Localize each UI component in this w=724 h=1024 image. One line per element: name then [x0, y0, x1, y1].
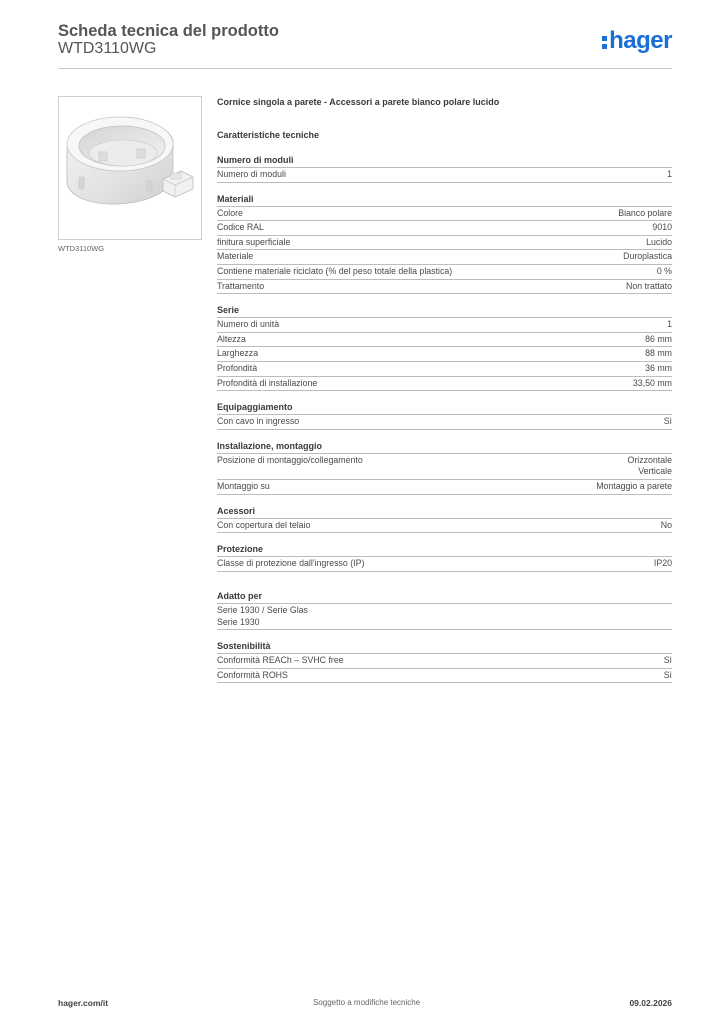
product-description: Cornice singola a parete - Accessori a parete bianco polare lucido: [217, 97, 500, 107]
section-title: Installazione, montaggio: [217, 440, 672, 454]
spec-label: finitura superficiale: [217, 236, 291, 247]
logo-text: hager: [609, 27, 672, 54]
section-equipaggiamento: [217, 401, 672, 430]
spec-row: [217, 265, 672, 280]
spec-value: Non trattato: [626, 280, 672, 291]
spec-row: [217, 333, 672, 348]
footer-website[interactable]: hager.com/it: [58, 998, 109, 1008]
spec-label: Conformità REACh – SVHC free: [217, 655, 344, 666]
section-title: Materiali: [217, 193, 672, 207]
spec-value: 1: [667, 169, 672, 179]
compatible-series: [217, 604, 672, 630]
spec-value: 33,50 mm: [632, 377, 672, 388]
spec-value: 1: [667, 319, 672, 330]
spec-value: Duroplastica: [623, 251, 672, 262]
spec-value: No: [660, 519, 672, 530]
section-title: Sostenibilità: [217, 640, 672, 654]
spec-row: [217, 519, 672, 534]
spec-row: [217, 377, 672, 392]
spec-value: [628, 455, 673, 478]
spec-label: Classe di protezione dall'ingresso (IP): [217, 558, 365, 569]
spec-label: Codice RAL: [217, 222, 264, 233]
section-materiali: [217, 193, 672, 295]
section-title: Protezione: [217, 543, 672, 557]
spec-label: Trattamento: [217, 280, 265, 291]
hager-logo: [602, 27, 672, 55]
spec-row: [217, 221, 672, 236]
spec-row: [217, 347, 672, 362]
spec-value: Lucido: [646, 236, 672, 247]
spec-row: [217, 654, 672, 669]
footer-date: 09.02.2026: [629, 998, 672, 1008]
spec-row: [217, 207, 672, 222]
spec-value: 86 mm: [645, 333, 672, 344]
wall-frame-illustration-icon: [59, 97, 201, 239]
section-serie: [217, 304, 672, 391]
product-image: [58, 96, 202, 240]
spec-value: Sì: [663, 655, 672, 666]
spec-row: [217, 318, 672, 333]
tech-heading: Caratteristiche tecniche: [217, 130, 320, 140]
spec-row: [217, 250, 672, 265]
spec-content: [217, 96, 672, 693]
section-title: Numero di moduli: [217, 154, 672, 168]
spec-value: Montaggio a parete: [596, 480, 672, 491]
spec-value: 88 mm: [645, 348, 672, 359]
header-divider: [58, 68, 672, 69]
image-caption: WTD3110WG: [58, 244, 105, 253]
spec-row: [217, 280, 672, 295]
spec-label: Numero di moduli: [217, 169, 286, 179]
section-title: Serie: [217, 304, 672, 318]
spec-label: Montaggio su: [217, 480, 270, 491]
spec-label: Con cavo in ingresso: [217, 416, 300, 427]
spec-row: [217, 557, 672, 572]
spec-label: Colore: [217, 207, 243, 218]
logo-dots-icon: [602, 32, 608, 50]
compatible-series-line: Serie 1930: [217, 616, 260, 627]
spec-label: Conformità ROHS: [217, 669, 288, 680]
document-title: Scheda tecnica del prodotto: [58, 22, 279, 40]
spec-label: Altezza: [217, 333, 246, 344]
spec-value: Sì: [663, 669, 672, 680]
spec-value-line: Verticale: [638, 466, 672, 477]
spec-value-line: Orizzontale: [627, 454, 672, 465]
spec-value: 9010: [652, 222, 672, 233]
section-title: Equipaggiamento: [217, 401, 672, 415]
spec-value: Bianco polare: [618, 207, 672, 218]
compatible-series-line: Serie 1930 / Serie Glas: [217, 604, 308, 615]
spec-row: [217, 415, 672, 430]
spec-row: [217, 454, 672, 480]
spec-row: [217, 480, 672, 495]
spec-value: IP20: [653, 558, 672, 569]
spec-row: [217, 236, 672, 251]
spec-value: Sì: [663, 416, 672, 427]
spec-label: Con copertura del telaio: [217, 519, 311, 530]
section-title: Acessori: [217, 505, 672, 519]
section-protezione: [217, 543, 672, 572]
page-header: [58, 20, 672, 70]
spec-row: [217, 362, 672, 377]
section-title: Adatto per: [217, 590, 672, 604]
section-adatto-per: [217, 590, 672, 630]
spec-value: 36 mm: [645, 362, 672, 373]
section-moduli: [217, 154, 672, 183]
section-sostenibilita: [217, 640, 672, 683]
section-installazione: [217, 440, 672, 495]
spec-label: Posizione di montaggio/collegamento: [217, 454, 363, 465]
spec-label: Contiene materiale riciclato (% del peso totale della plastica): [217, 265, 453, 276]
section-accessori: [217, 505, 672, 534]
spec-row: [217, 669, 672, 684]
product-code: WTD3110WG: [58, 40, 157, 57]
spec-label: Profondità di installazione: [217, 377, 318, 388]
spec-value: 0 %: [656, 265, 672, 276]
spec-label: Materiale: [217, 251, 254, 262]
spec-label: Larghezza: [217, 348, 259, 359]
footer-note: Soggetto a modifiche tecniche: [313, 998, 421, 1007]
spec-row: [217, 168, 672, 183]
spec-label: Profondità: [217, 362, 258, 373]
spec-label: Numero di unità: [217, 319, 280, 330]
